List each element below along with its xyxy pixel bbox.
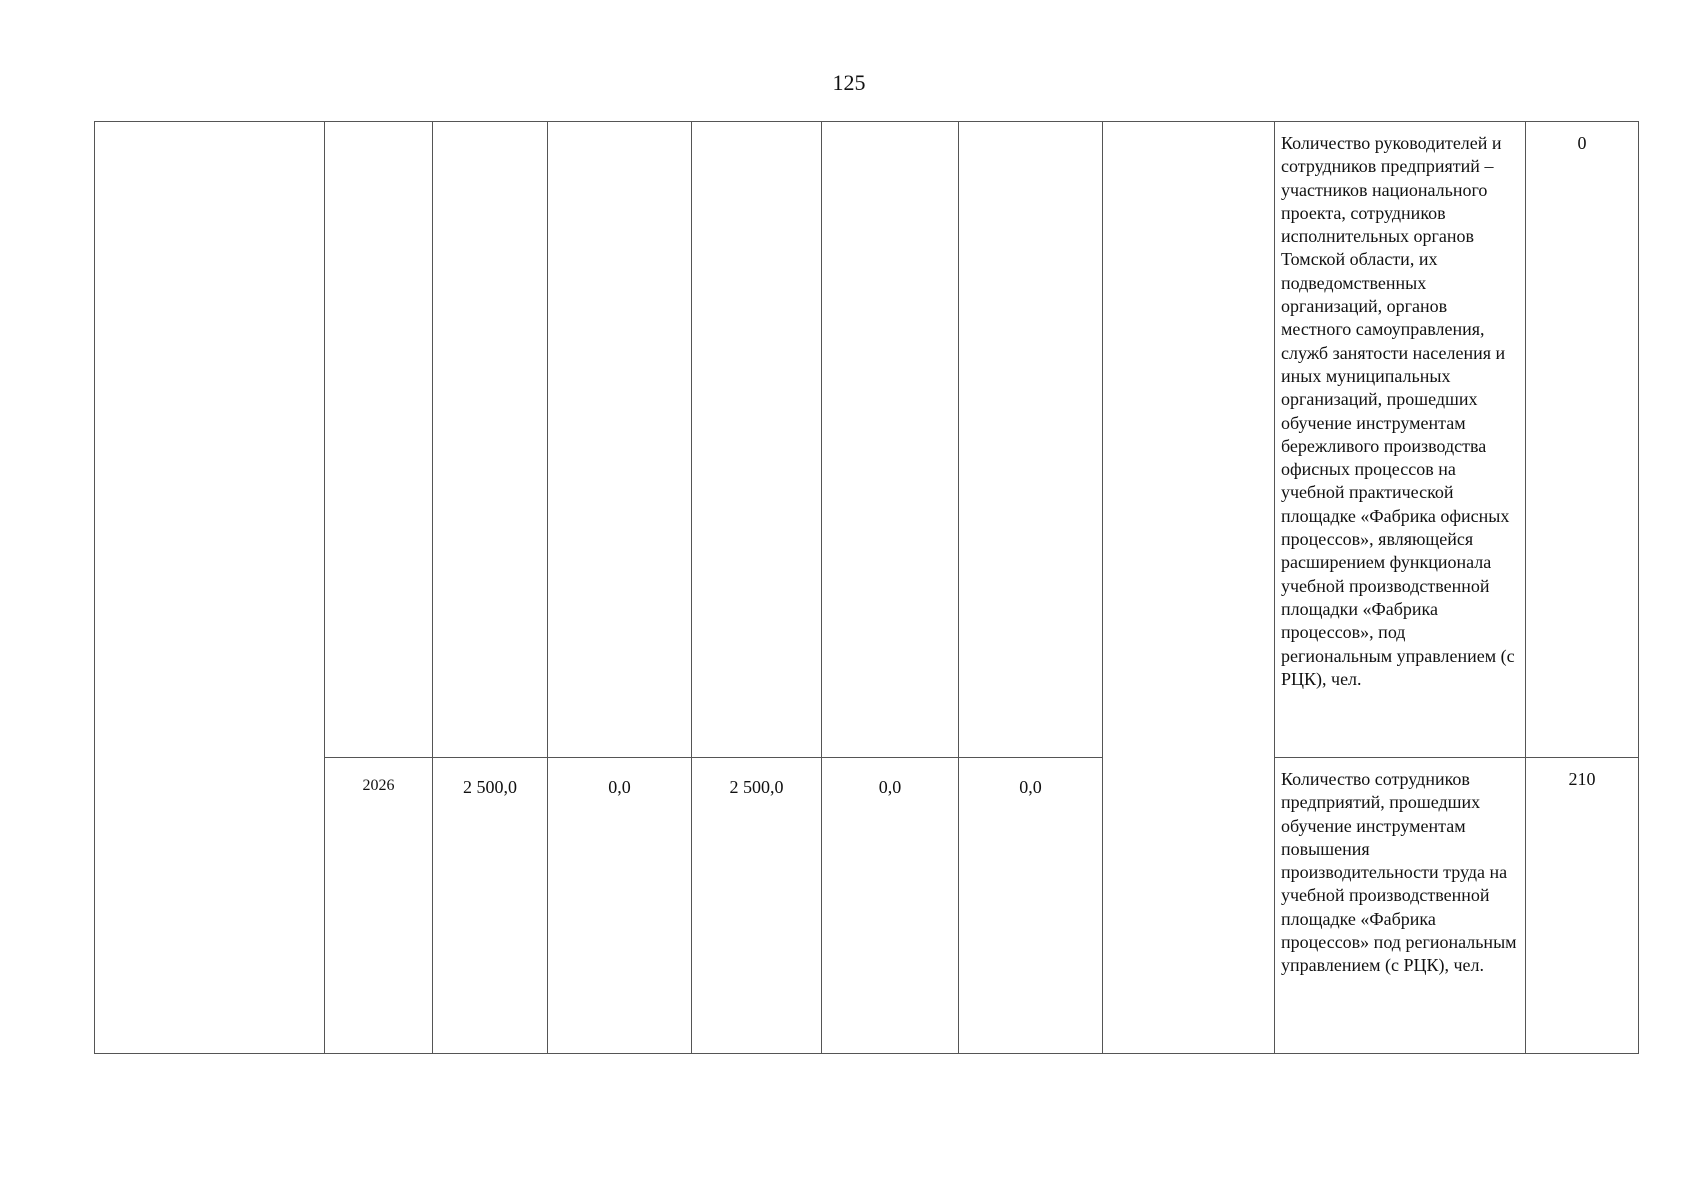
cell-year	[325, 122, 433, 758]
cell-total	[433, 122, 548, 758]
cell-regional	[692, 122, 822, 758]
table-row	[95, 758, 1639, 1054]
cell-indicator: Количество сотрудников предприятий, прошедших обучение инструментам повышения производительности труда на учебной производственной площадке «Фабрика процессов» под региональным управлением (с РЦК), чел.	[1275, 758, 1526, 1054]
cell-indicator: Количество руководителей и сотрудников предприятий – участников национального проекта, сотрудников исполнительных органов Томской области, их подведомственных организаций, органов местного самоуправления, служб занятости населения и иных муниципальных организаций, прошедших обучение инструментам бережливого производства офисных процессов на учебной практической площадке «Фабрика офисных процессов», являющейся расширением функционала учебной производственной площадки «Фабрика процессов», под региональным управлением (с РЦК), чел.	[1275, 122, 1526, 758]
page-number: 125	[832, 70, 866, 95]
program-table	[94, 121, 1639, 1054]
cell-total: 2 500,0	[433, 758, 548, 1054]
cell-responsible	[1103, 122, 1275, 1054]
cell-other: 0,0	[959, 758, 1103, 1054]
cell-regional: 2 500,0	[692, 758, 822, 1054]
cell-other	[959, 122, 1103, 758]
cell-indicator-value: 0	[1526, 122, 1639, 758]
table-row	[95, 122, 1639, 758]
cell-local	[822, 122, 959, 758]
cell-federal: 0,0	[548, 758, 692, 1054]
cell-year: 2026	[325, 758, 433, 1054]
cell-name	[95, 122, 325, 1054]
cell-indicator-value: 210	[1526, 758, 1639, 1054]
cell-local: 0,0	[822, 758, 959, 1054]
cell-federal	[548, 122, 692, 758]
